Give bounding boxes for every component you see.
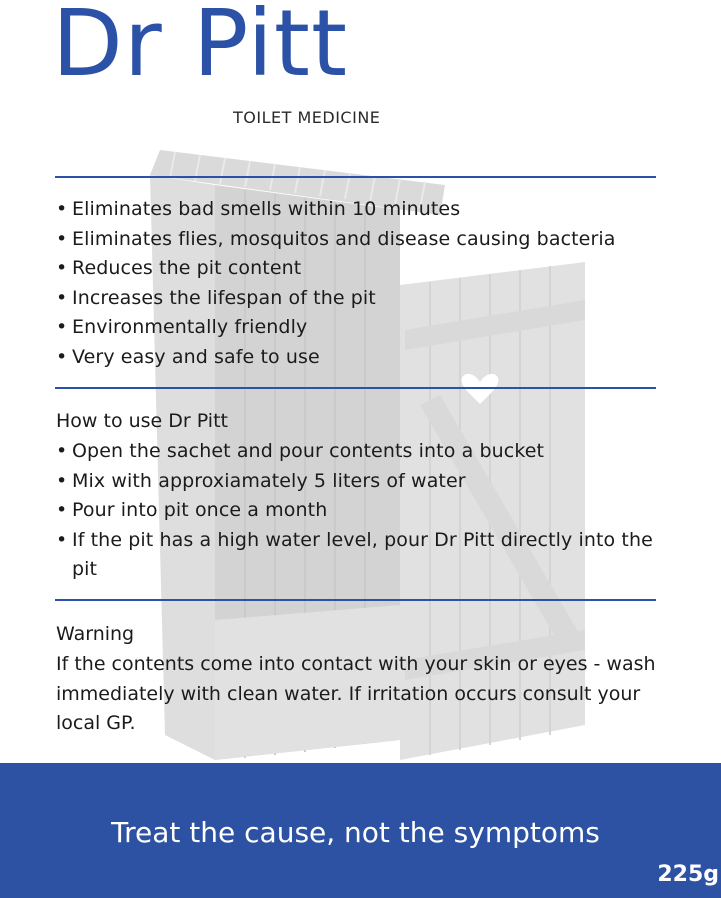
benefit-text: Eliminates bad smells within 10 minutes: [72, 198, 461, 220]
bullet-icon: •: [56, 528, 68, 551]
list-item: [56, 467, 656, 497]
benefit-text: Environmentally friendly: [72, 316, 308, 339]
benefit-text: Eliminates flies, mosquitos and disease causing bacteria: [72, 227, 616, 250]
list-item: [56, 496, 656, 526]
list-item: [56, 254, 616, 284]
bullet-icon: •: [56, 286, 68, 309]
list-item: [56, 526, 656, 585]
warning-heading: Warning: [56, 623, 135, 645]
step-text: Open the sachet and pour contents into a bucket: [72, 440, 545, 462]
bullet-icon: •: [56, 257, 68, 280]
benefit-text: Very easy and safe to use: [72, 345, 320, 368]
bullet-icon: •: [56, 316, 68, 339]
bullet-icon: •: [56, 198, 68, 220]
divider-top: [55, 176, 656, 178]
benefits-list: [56, 195, 616, 373]
warning-text: If the contents come into contact with your skin or eyes - wash immediately with clean water. If irritation occurs consult your local GP.: [56, 653, 656, 735]
slogan: Treat the cause, not the symptoms: [111, 816, 600, 849]
bullet-icon: •: [56, 469, 68, 492]
brand-title: Dr Pitt: [52, 0, 349, 97]
bullet-icon: •: [56, 345, 68, 368]
list-item: [56, 343, 616, 373]
divider-bottom: [55, 599, 656, 601]
bullet-icon: •: [56, 499, 68, 522]
list-item: [56, 437, 656, 467]
divider-middle: [55, 387, 656, 389]
step-text: Mix with approxiamately 5 liters of water: [72, 469, 466, 492]
benefit-text: Reduces the pit content: [72, 257, 302, 280]
list-item: [56, 284, 616, 314]
usage-heading: How to use Dr Pitt: [56, 410, 228, 432]
list-item: [56, 313, 616, 343]
list-item: [56, 195, 616, 225]
bullet-icon: •: [56, 440, 68, 462]
list-item: [56, 225, 616, 255]
bullet-icon: •: [56, 227, 68, 250]
net-weight: 225g: [657, 862, 719, 887]
usage-steps-list: [56, 437, 656, 585]
step-text: Pour into pit once a month: [72, 499, 328, 522]
brand-subtitle: TOILET MEDICINE: [233, 108, 381, 127]
benefit-text: Increases the lifespan of the pit: [72, 286, 376, 309]
step-text: If the pit has a high water level, pour Dr Pitt directly into the pit: [72, 528, 653, 581]
